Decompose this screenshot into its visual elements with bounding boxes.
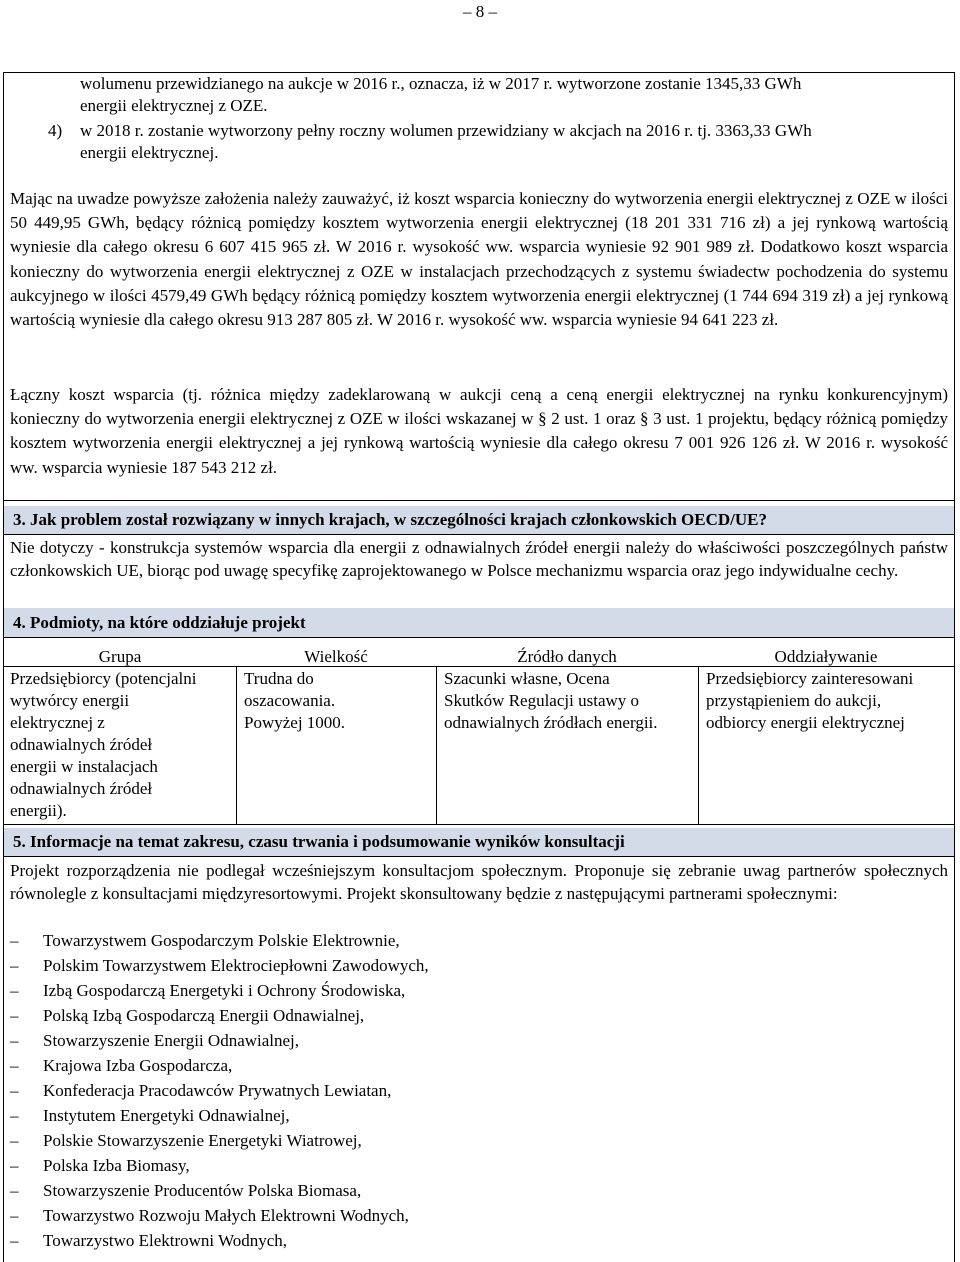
table-column-divider — [436, 666, 437, 824]
table-cell-grupa: Przedsiębiorcy (potencjalni wytwórcy energii elektrycznej z odnawialnych źródeł energii w instalacjach odnawialnych źródeł energii). — [10, 669, 197, 820]
table-bottom-divider — [4, 824, 954, 825]
column-header-oddzialywanie: Oddziaływanie — [774, 647, 878, 666]
section-3-divider — [4, 534, 954, 535]
table-cell-zrodlo: Szacunki własne, Ocena Skutków Regulacji ustawy o odnawialnych źródłach energii. — [444, 669, 658, 732]
section-divider — [4, 500, 954, 501]
list-item-4-line2: energii elektrycznej. — [80, 143, 219, 162]
table-cell-wielkosc: Trudna do oszacowania. Powyżej 1000. — [244, 669, 346, 732]
section-5-heading: 5. Informacje na temat zakresu, czasu trwania i podsumowanie wyników konsultacji — [4, 828, 954, 856]
list-item-3-line2: energii elektrycznej z OZE. — [80, 96, 268, 115]
column-header-grupa: Grupa — [98, 647, 142, 666]
table-header-divider — [4, 666, 954, 667]
section-4-divider — [4, 637, 954, 638]
table-header-row — [4, 646, 954, 668]
paragraph-cost-analysis: Mając na uwadze powyższe założenia należy zauważyć, iż koszt wsparcia konieczny do wytworzenia energii elektrycznej z OZE w ilości 50 449,95 GWh, będący różnicą pomiędzy kosztem wytworzenia energii elektrycznej (18 201 331 716 zł) a jej rynkową wartością wyniesie dla całego okresu 6 607 415 965 zł. W 2016 r. wysokość ww. wsparcia wyniesie 92 901 989 zł. Dodatkowo koszt wsparcia konieczny do wytworzenia energii elektrycznej z OZE w instalacjach przechodzących z systemu świadectw pochodzenia do systemu aukcyjnego w ilości 4579,49 GWh będący różnicą pomiędzy kosztem wytworzenia energii elektrycznej (1 744 694 319 zł) a jej rynkową wartością wyniesie dla całego okresu 913 287 805 zł. W 2016 r. wysokość ww. wsparcia wyniesie 94 641 223 zł. — [10, 189, 948, 330]
section-3-heading: 3. Jak problem został rozwiązany w innych krajach, w szczególności krajach członkowskich OECD/UE? — [4, 506, 954, 534]
column-header-wielkosc: Wielkość — [304, 647, 368, 666]
section-4-heading: 4. Podmioty, na które oddziałuje projekt — [4, 608, 954, 637]
paragraph-total-cost: Łączny koszt wsparcia (tj. różnica między zadeklarowaną w aukcji ceną a ceną energii elektrycznej na rynku konkurencyjnym) konieczny do wytworzenia energii elektrycznej z OZE w ilości wskazanej w § 2 ust. 1 oraz § 3 ust. 1 projektu, będący różnicą pomiędzy kosztem wytworzenia energii elektrycznej a jej rynkową wartością wyniesie dla całego okresu 7 001 926 126 zł. W 2016 r. wysokość ww. wsparcia wyniesie 187 543 212 zł. — [10, 385, 948, 477]
table-cell-oddzialywanie: Przedsiębiorcy zainteresowani przystąpieniem do aukcji, odbiorcy energii elektrycznej — [706, 669, 914, 732]
page-number: – 8 – — [463, 2, 497, 21]
document-frame — [3, 72, 955, 1262]
column-header-zrodlo: Źródło danych — [517, 647, 617, 666]
table-column-divider — [236, 666, 237, 824]
list-item-3-line1: wolumenu przewidzianego na aukcje w 2016 r., oznacza, iż w 2017 r. wytworzone zostanie 1345,33 GWh — [80, 74, 802, 93]
list-item-4-number: 4) — [48, 121, 63, 140]
section-3-body: Nie dotyczy - konstrukcja systemów wsparcia dla energii z odnawialnych źródeł energii należy do właściwości poszczególnych państw członkowskich UE, biorąc pod uwagę specyfikę zaprojektowanego w Polsce mechanizmu wsparcia oraz jego indywidualne cechy. — [10, 538, 948, 580]
partners-list: – Towarzystwem Gospodarczym Polskie Elektrownie, – Polskim Towarzystwem Elektrociepłowni Zawodowych, – Izbą Gospodarczą Energetyki i Ochrony Środowiska, – Polską Izbą Gospodarczą Energii Odnawialnej, – Stowarzyszenie Energii Odnawialnej, – Krajowa Izba Gospodarcza, – Konfederacja Pracodawców Prywatnych Lewiatan, – Instytutem Energetyki Odnawialnej, – Polskie Stowarzyszenie Energetyki Wiatrowej, – Polska Izba Biomasy, – Stowarzyszenie Producentów Polska Biomasa, – Towarzystwo Rozwoju Małych Elektrowni Wodnych, – Towarzystwo Elektrowni Wodnych, — [10, 931, 429, 1250]
table-column-divider — [698, 666, 699, 824]
section-5-intro: Projekt rozporządzenia nie podlegał wcześniejszym konsultacjom społecznym. Proponuje się zebranie uwag partnerów społecznych równolegle z konsultacjami międzyresortowymi. Projekt skonsultowany będzie z następującymi partnerami społecznymi: — [10, 861, 948, 903]
section-5-divider — [4, 856, 954, 857]
list-item-4-line1: w 2018 r. zostanie wytworzony pełny roczny wolumen przewidziany w akcjach na 2016 r. tj. 3363,33 GWh — [80, 121, 812, 140]
